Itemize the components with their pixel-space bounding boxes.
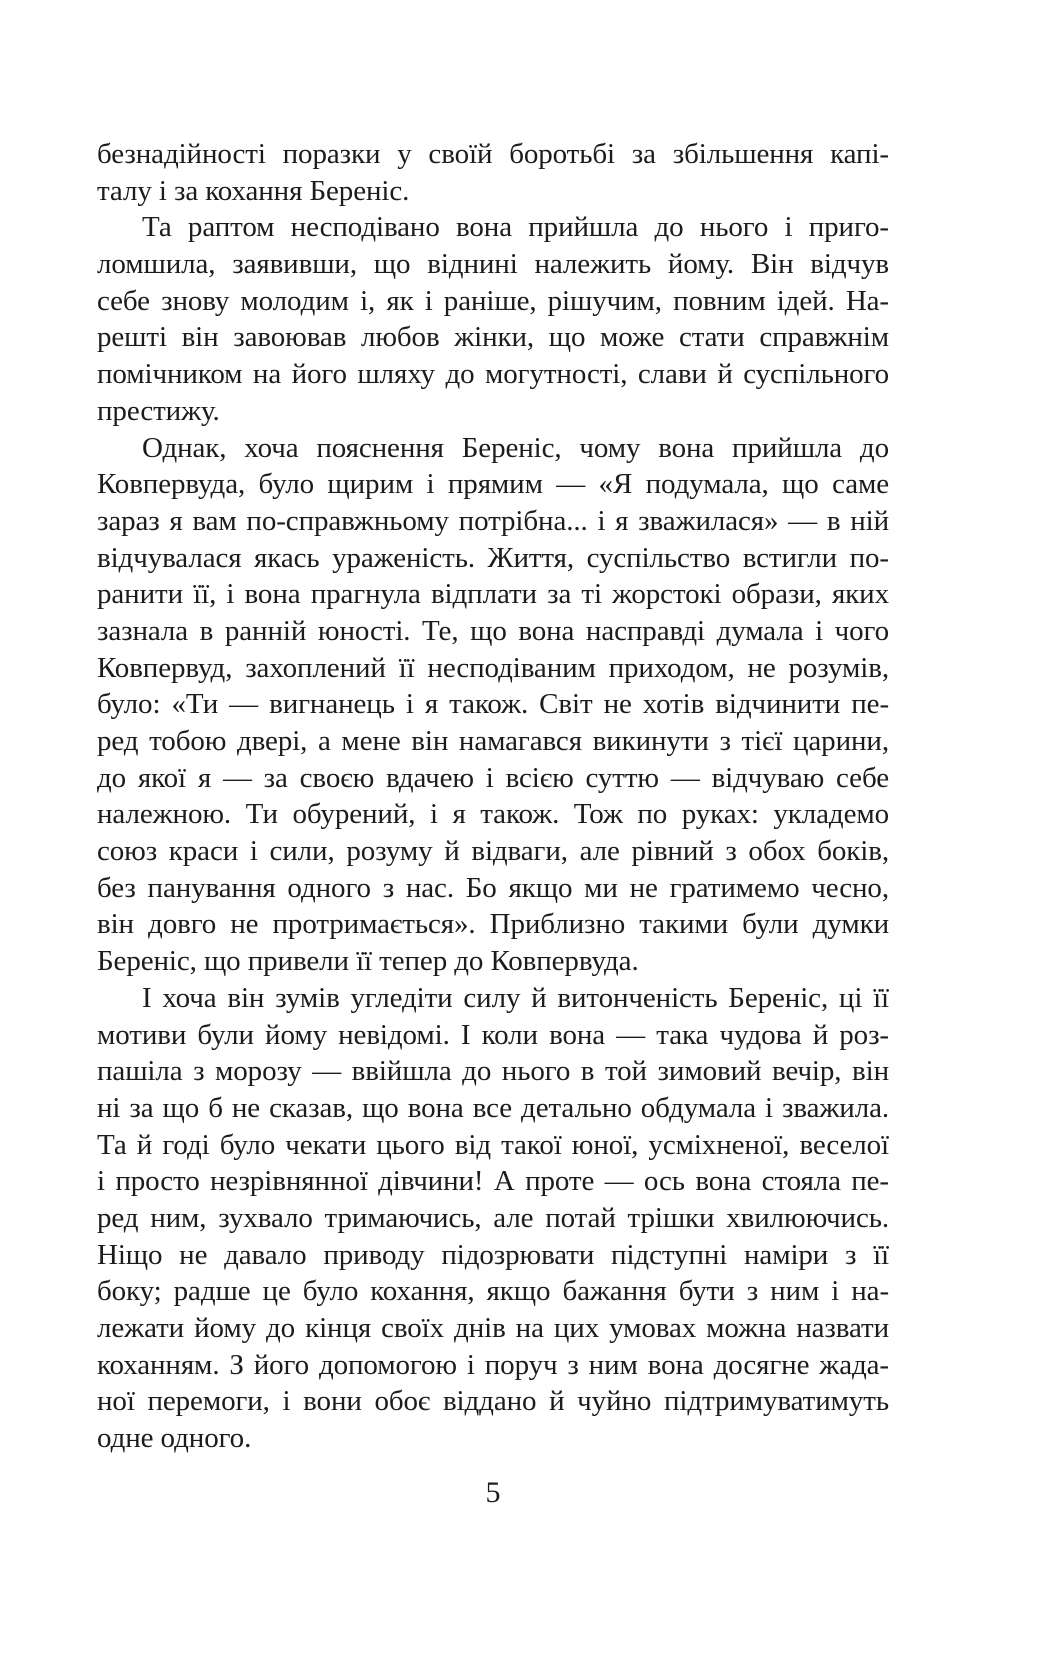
text-line: було: «Ти — вигнанець і я також. Світ не хотів відчинити пе- [97,688,889,721]
text-line: зараз я вам по-справжньому потрібна... і я зважилася» — в ній [97,504,889,537]
text-line: Береніс, що привели її тепер до Ковпервуда. [97,945,639,978]
text-line: ні за що б не сказав, що вона все детально обдумала і зважила. [97,1091,889,1124]
text-line: безнадійності поразки у своїй боротьбі за збільшення капі- [97,138,889,170]
text-line: і просто незрівнянної дівчини! А проте — ось вона стояла пе- [97,1165,889,1198]
page-number: 5 [485,1476,501,1509]
text-line: союз краси і сили, розуму й відваги, але рівний з обох боків, [97,835,889,868]
text-line: Та й годі було чекати цього від такої юної, усміхненої, веселої [97,1128,889,1161]
text-line: одне одного. [97,1422,252,1455]
text-line: ред ним, зухвало тримаючись, але потай трішки хвилюючись. [97,1201,889,1234]
text-line: боку; радше це було кохання, якщо бажання бути з ним і на- [97,1275,889,1308]
text-line: до якої я — за своєю вдачею і всією суттю — відчуваю себе [97,761,889,794]
text-line: зазнала в ранній юності. Те, що вона насправді думала і чого [97,614,889,647]
text-line: мотиви були йому невідомі. І коли вона — така чудова й роз- [97,1018,889,1051]
text-line: Однак, хоча пояснення Береніс, чому вона прийшла до [142,431,889,464]
text-line: ранити її, і вона прагнула відплати за ті жорстокі образи, яких [97,578,889,611]
text-line: І хоча він зумів угледіти силу й витонченість Береніс, ці її [142,981,889,1014]
text-line: помічником на його шляху до могутності, слави й суспільного [97,358,889,391]
text-line: належною. Ти обурений, і я також. Тож по руках: укладемо [97,798,889,831]
text-line: ред тобою двері, а мене він намагався викинути з тієї царини, [97,725,889,757]
text-line: Ковпервуда, було щирим і прямим — «Я подумала, що саме [97,468,889,501]
text-line: він довго не протримається». Приблизно такими були думки [97,908,889,941]
text-line: Та раптом несподівано вона прийшла до нього і приго- [142,211,889,244]
text-line: талу і за кохання Береніс. [97,174,410,207]
text-line: престижу. [97,394,220,427]
text-line: решті він завоював любов жінки, що може стати справжнім [97,321,889,354]
text-line: Ковпервуд, захоплений її несподіваним приходом, не розумів, [97,651,889,684]
paragraph [97,136,889,209]
text-line: лежати йому до кінця своїх днів на цих умовах можна назвати [97,1312,889,1344]
paragraph [97,430,889,980]
page-text-block [97,136,889,1457]
text-line: відчувалася якась ураженість. Життя, суспільство встигли по- [97,541,889,574]
paragraph [97,980,889,1457]
text-line: пашіла з морозу — ввійшла до нього в той зимовий вечір, він [97,1055,889,1088]
text-line: себе знову молодим і, як і раніше, рішучим, повним ідей. На- [97,284,889,317]
paragraph [97,209,889,429]
text-line: ної перемоги, і вони обоє віддано й чуйно підтримуватимуть [97,1385,889,1418]
text-line: ломшила, заявивши, що віднині належить йому. Він відчув [97,248,889,281]
text-line: коханням. З його допомогою і поруч з ним вона досягне жада- [97,1348,889,1381]
text-line: без панування одного з нас. Бо якщо ми не гратимемо чесно, [97,871,889,904]
text-line: Ніщо не давало приводу підозрювати підступні наміри з її [97,1238,889,1271]
